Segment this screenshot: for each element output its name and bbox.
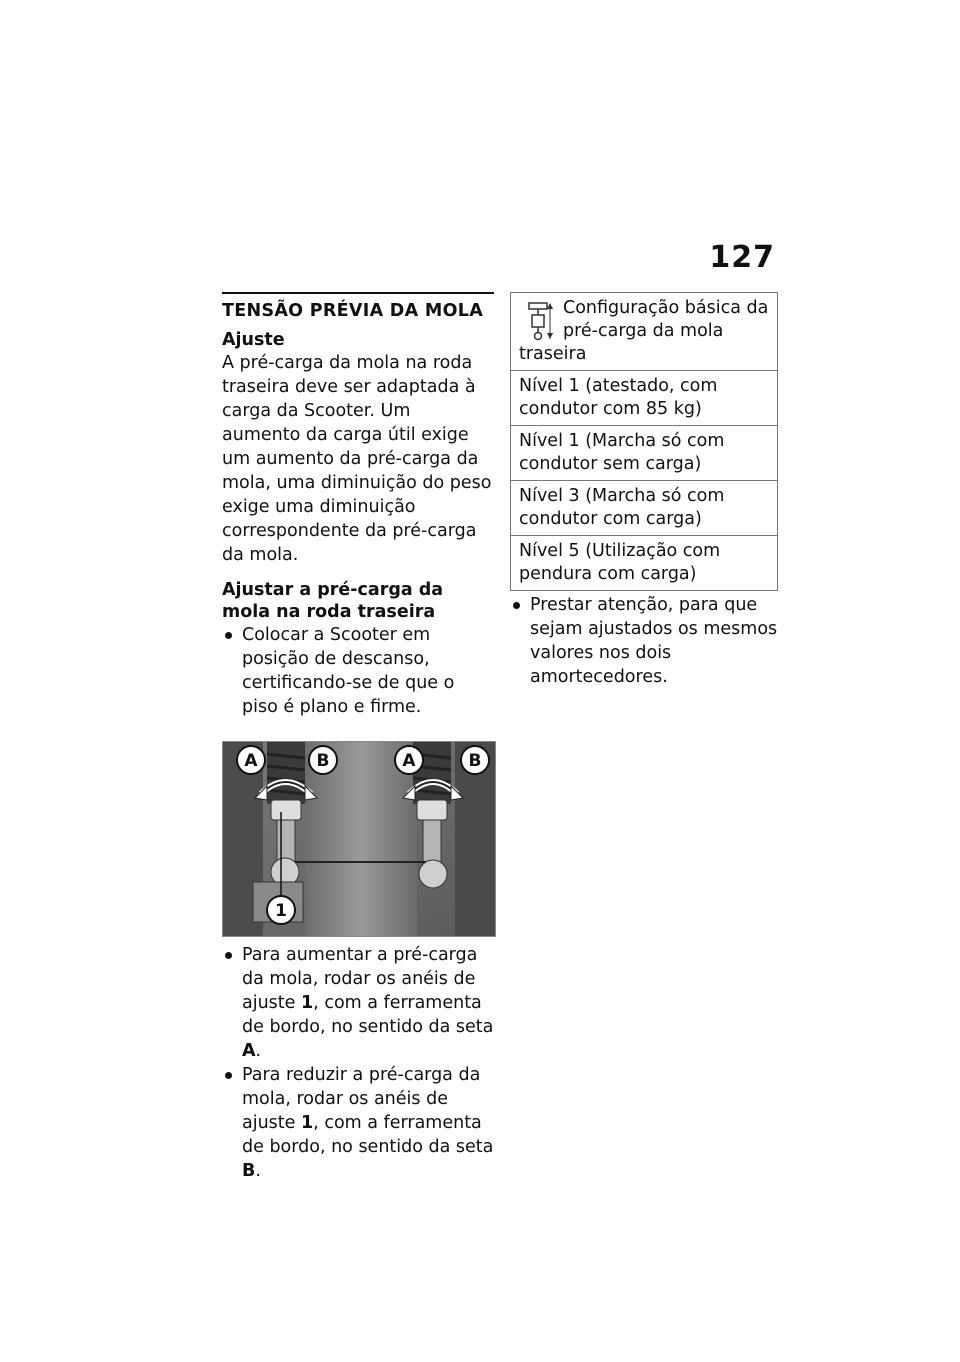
table-row [511,371,778,426]
callout-label-a: A [402,751,416,771]
procedure-title: Ajustar a pré-carga da mola na roda traseira [222,580,444,622]
section-title: TENSÃO PRÉVIA DA MOLA [222,292,494,321]
left-column [222,292,494,1183]
subsection-title: Ajuste [222,330,285,350]
note-text: Prestar atenção, para que sejam ajustados os mesmos valores nos dois amortecedores. [530,595,778,687]
table-row [511,481,778,536]
note-same-values [510,593,778,689]
callout-1 [267,896,295,924]
procedure-steps-1 [222,623,494,719]
step-text: Colocar a Scooter em posição de descanso, certificando-se de que o piso é plano e firme. [242,625,455,717]
left-adjust-ring [271,800,301,820]
step-increase-preload [222,943,494,1063]
rear-shock-figure [222,741,496,937]
punctuation: . [255,1041,262,1061]
table-header-row [511,293,778,371]
intro-paragraph: A pré-carga da mola na roda traseira deve ser adaptada à carga da Scooter. Um aumento da carga útil exige um aumento da pré-carga da mola, uma diminuição do peso exige uma diminuição correspondente da pré-carga da mola. [222,353,492,565]
shock-absorber-icon [525,301,553,341]
right-adjust-ring [417,800,447,820]
callout-a-left [237,746,265,774]
step-text: , com a ferramenta de bordo, no sentido da seta [242,1113,494,1157]
callout-b-right [461,746,489,774]
callout-label-b: B [468,751,482,771]
step-text: Para aumentar a pré-carga da mola, rodar os anéis de ajuste [242,945,478,1013]
note-list [510,593,778,689]
callout-label-b: B [316,751,330,771]
arrow-reference: A [242,1041,256,1061]
table-header-cell [511,293,778,371]
table-header-text: Configuração básica da pré-carga da mola traseira [519,298,769,364]
reference-number: 1 [301,993,314,1013]
callout-label-a: A [244,751,258,771]
table-cell: Nível 5 (Utilização com pendura com carga) [511,536,778,591]
callout-label-1: 1 [275,901,287,921]
table-cell: Nível 1 (atestado, com condutor com 85 kg) [511,371,778,426]
table-cell: Nível 3 (Marcha só com condutor com carga) [511,481,778,536]
step-text: Para reduzir a pré-carga da mola, rodar os anéis de ajuste [242,1065,481,1133]
callout-b-left [309,746,337,774]
callout-a-right [395,746,423,774]
table-row [511,536,778,591]
arrow-reference: B [242,1161,256,1181]
step-text: , com a ferramenta de bordo, no sentido da seta [242,993,494,1037]
table-row [511,426,778,481]
step-decrease-preload [222,1063,494,1183]
right-column [510,292,778,689]
table-cell: Nível 1 (Marcha só com condutor sem carga) [511,426,778,481]
procedure-steps-2 [222,943,494,1183]
preload-settings-table [510,292,778,591]
step-park-scooter [222,623,494,719]
page-number: 127 [709,240,775,275]
punctuation: . [255,1161,261,1181]
reference-number: 1 [301,1113,314,1133]
